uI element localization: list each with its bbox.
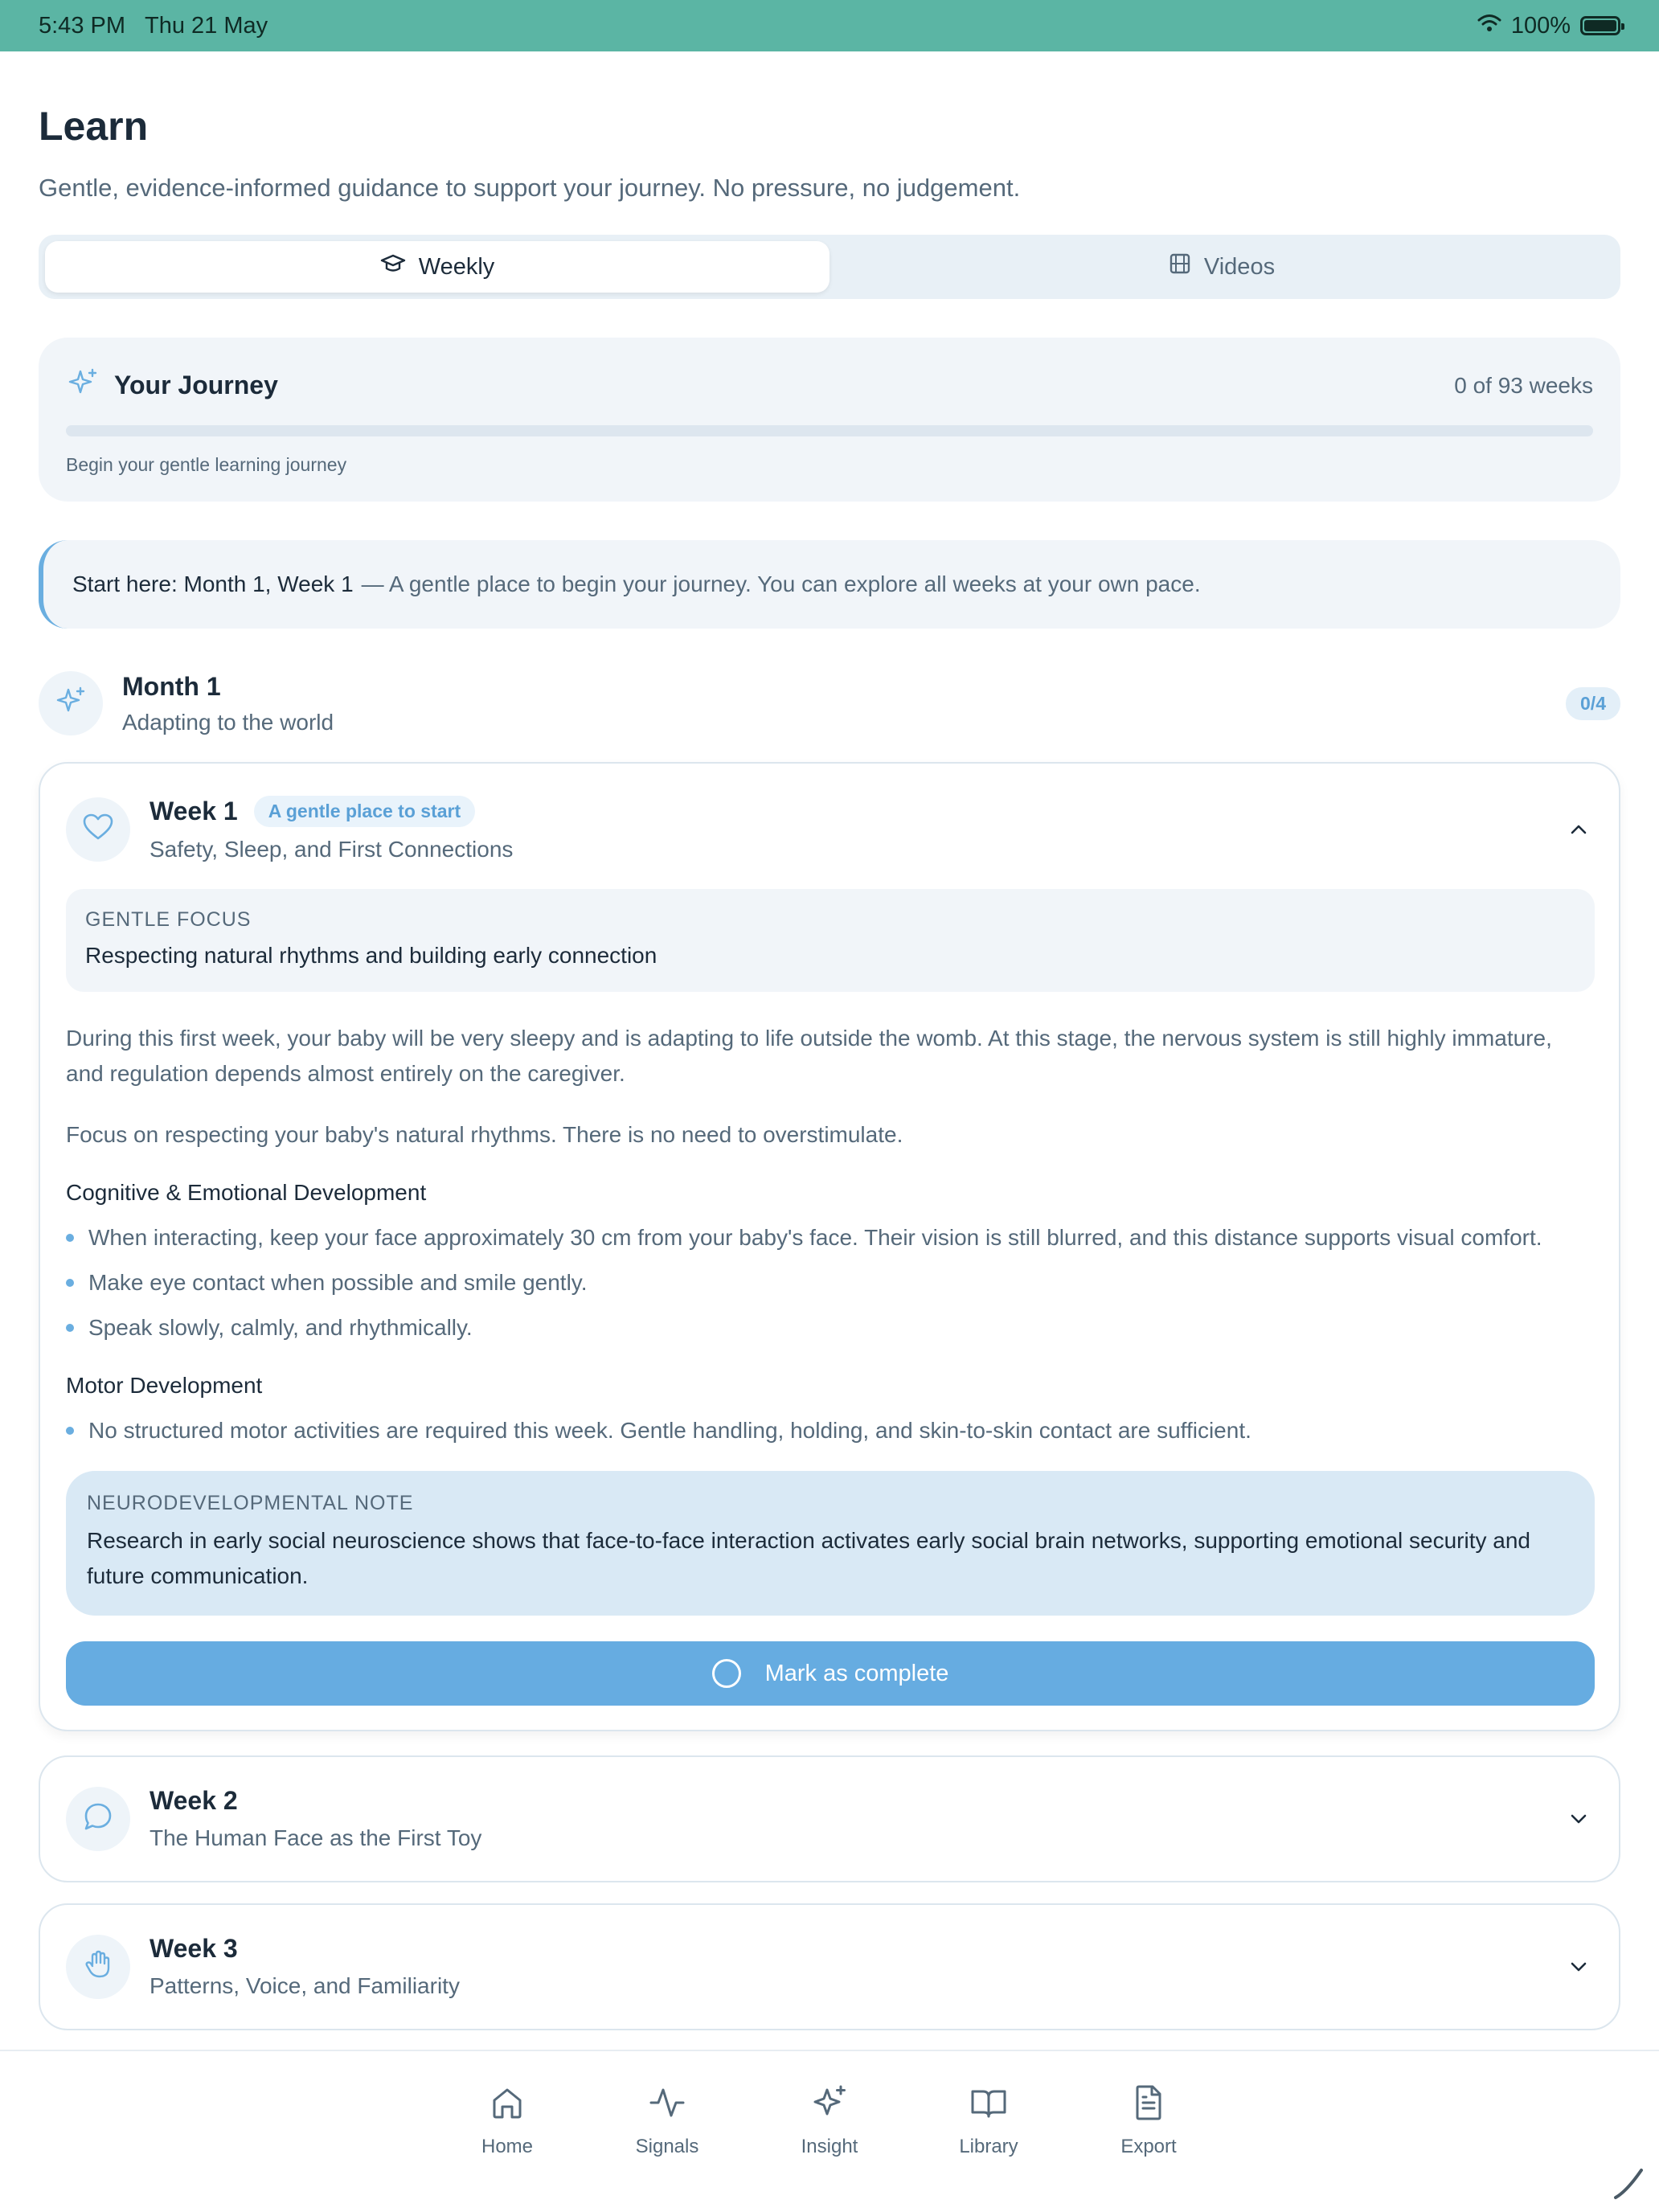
list-item (66, 1270, 1595, 1296)
nav-export-label: Export (1120, 2136, 1177, 2157)
sparkles-icon (810, 2083, 849, 2128)
week-2-title: Week 2 (150, 1786, 238, 1815)
month-subtitle: Adapting to the world (122, 709, 334, 735)
cognitive-section-title: Cognitive & Emotional Development (66, 1180, 427, 1205)
chevron-up-icon[interactable] (1564, 815, 1593, 844)
neuro-note-text: Research in early social neuroscience shows that face-to-face interaction activates early social brain networks, supporting emotional security and future communication. (87, 1528, 1531, 1588)
week-3-header[interactable] (66, 1934, 1593, 1999)
nav-library[interactable] (932, 2083, 1045, 2158)
graduation-cap-icon (380, 252, 406, 281)
battery-icon (1580, 16, 1620, 35)
hand-icon (82, 1948, 114, 1985)
week-1-paragraph-1: During this first week, your baby will be very sleepy and is adapting to life outside the womb. At this stage, the nervous system is still highly immature, and regulation depends almost entirely on the caregiver. (66, 1026, 1552, 1086)
heart-icon (82, 813, 114, 846)
sparkles-icon (66, 367, 100, 404)
cognitive-item-1: When interacting, keep your face approximately 30 cm from your baby's face. Their vision is still blurred, and this distance supports visual comfort. (88, 1225, 1542, 1250)
journey-progress-bar (66, 425, 1593, 436)
motor-item-1: No structured motor activities are required this week. Gentle handling, holding, and skin-to-skin contact are sufficient. (88, 1418, 1251, 1443)
message-circle-icon (82, 1800, 114, 1837)
nav-signals-label: Signals (635, 2136, 699, 2157)
journey-title: Your Journey (114, 371, 278, 399)
page-subtitle: Gentle, evidence-informed guidance to support your journey. No pressure, no judgement. (39, 174, 1021, 202)
bullet-dot (66, 1427, 74, 1435)
journey-count: 0 of 93 weeks (1454, 372, 1593, 398)
bullet-dot (66, 1234, 74, 1242)
month-progress-badge: 0/4 (1566, 687, 1620, 720)
week-3-title: Week 3 (150, 1934, 238, 1963)
week-1-header[interactable] (66, 796, 1593, 862)
week-2-subtitle: The Human Face as the First Toy (150, 1825, 482, 1850)
tab-videos-label: Videos (1203, 253, 1276, 280)
week-2-card[interactable] (39, 1755, 1620, 1882)
start-here-lead: Start here: Month 1, Week 1 (72, 571, 354, 596)
status-date: Thu 21 May (145, 12, 268, 39)
start-here-text: — A gentle place to begin your journey. You can explore all weeks at your own pace. (361, 571, 1201, 596)
film-icon (1169, 252, 1191, 281)
cognitive-item-3: Speak slowly, calmly, and rhythmically. (88, 1315, 473, 1340)
nav-insight-label: Insight (801, 2136, 858, 2157)
week-1-title: Week 1 (150, 797, 238, 825)
journey-card (39, 338, 1620, 502)
week-1-card (39, 762, 1620, 1731)
wifi-icon (1477, 13, 1501, 39)
home-icon (488, 2083, 526, 2128)
book-icon (969, 2083, 1008, 2128)
activity-icon (648, 2083, 686, 2128)
month-icon (39, 671, 103, 735)
file-text-icon (1129, 2083, 1168, 2128)
nav-home[interactable] (451, 2083, 563, 2158)
chevron-down-icon[interactable] (1564, 1952, 1593, 1981)
gentle-focus-text: Respecting natural rhythms and building early connection (85, 943, 657, 968)
bullet-dot (66, 1279, 74, 1287)
circle-icon (712, 1659, 741, 1688)
cognitive-item-2: Make eye contact when possible and smile gently. (88, 1270, 588, 1295)
tab-weekly[interactable] (45, 241, 830, 293)
week-2-icon (66, 1787, 130, 1851)
gentle-focus-label: GENTLE FOCUS (85, 908, 252, 931)
month-title: Month 1 (122, 671, 221, 701)
neuro-note-label: NEURODEVELOPMENTAL NOTE (87, 1492, 414, 1514)
week-3-subtitle: Patterns, Voice, and Familiarity (150, 1973, 460, 1998)
nav-home-label: Home (481, 2136, 534, 2157)
tab-videos[interactable] (830, 241, 1614, 293)
week-2-header[interactable] (66, 1786, 1593, 1851)
chevron-down-icon[interactable] (1564, 1804, 1593, 1833)
sparkles-icon (54, 685, 88, 723)
mark-complete-button[interactable] (66, 1641, 1595, 1706)
learn-tab-switcher (39, 235, 1620, 299)
week-1-icon (66, 797, 130, 862)
battery-percent: 100% (1510, 12, 1571, 39)
nav-library-label: Library (959, 2136, 1018, 2157)
motor-section-title: Motor Development (66, 1373, 263, 1398)
week-1-subtitle: Safety, Sleep, and First Connections (150, 837, 514, 862)
week-3-card[interactable] (39, 1903, 1620, 2030)
page-title: Learn (39, 104, 149, 149)
start-here-banner (39, 540, 1620, 629)
week-1-badge: A gentle place to start (254, 796, 475, 827)
nav-insight[interactable] (773, 2083, 886, 2158)
week-3-icon (66, 1935, 130, 1999)
status-time: 5:43 PM (39, 12, 125, 39)
nav-export[interactable] (1092, 2083, 1205, 2158)
nav-signals[interactable] (611, 2083, 723, 2158)
tab-weekly-label: Weekly (418, 253, 495, 280)
scroll-indicator-icon (1611, 2162, 1649, 2201)
bullet-dot (66, 1324, 74, 1332)
gentle-focus-box (66, 889, 1595, 992)
neurodevelopmental-note (66, 1471, 1595, 1616)
month-header (39, 669, 1620, 738)
week-1-paragraph-2: Focus on respecting your baby's natural rhythms. There is no need to overstimulate. (66, 1122, 903, 1147)
mark-complete-label: Mark as complete (764, 1660, 949, 1686)
status-bar (0, 0, 1659, 51)
list-item (66, 1225, 1595, 1251)
bottom-tab-bar (0, 2050, 1659, 2212)
journey-caption: Begin your gentle learning journey (66, 454, 347, 475)
list-item (66, 1315, 1595, 1341)
list-item (66, 1418, 1595, 1444)
